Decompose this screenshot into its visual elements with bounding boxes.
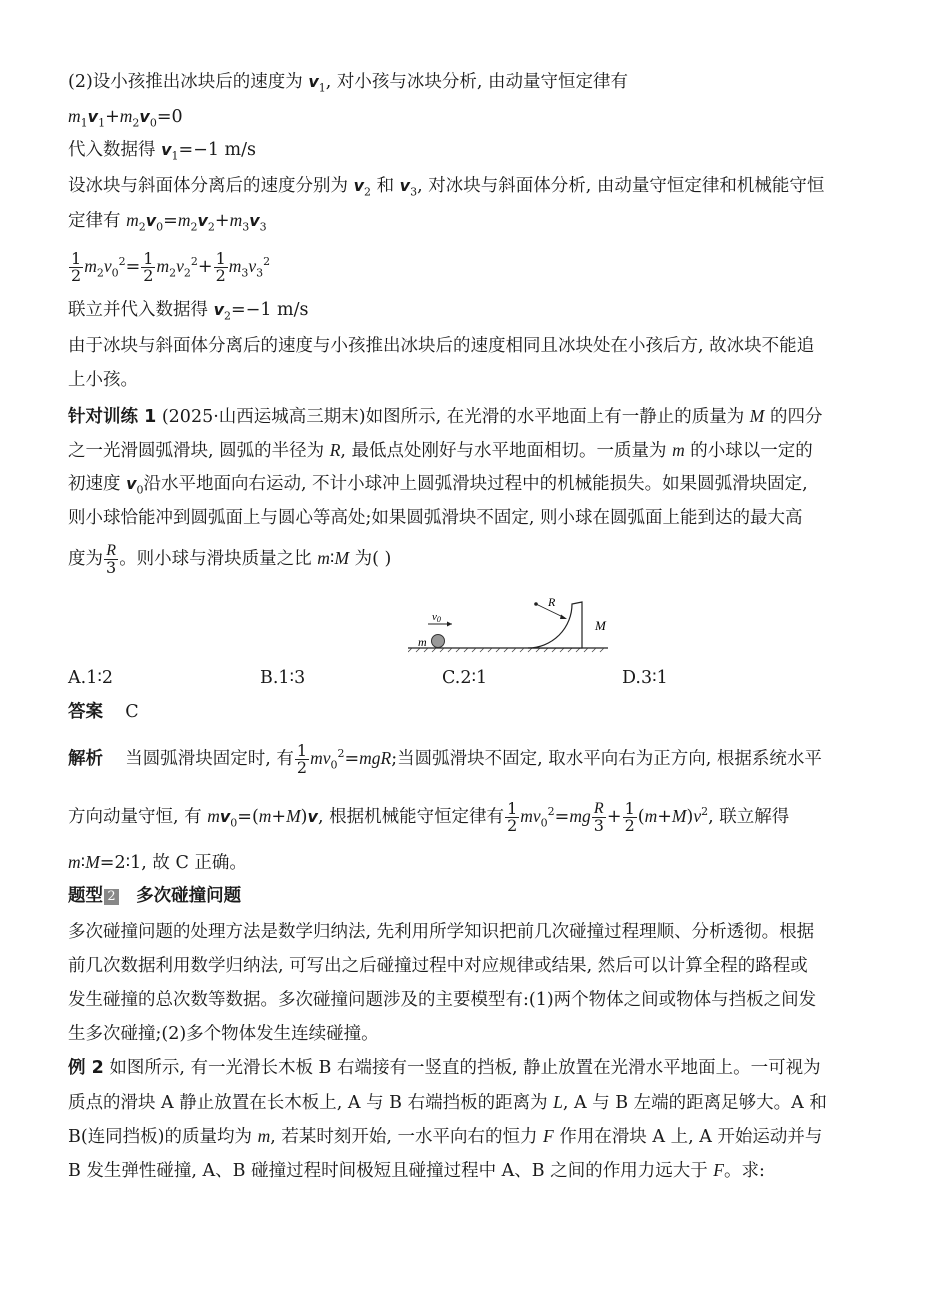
equation-momentum-1: $m_1v_1+m_2v_0=0$ bbox=[68, 106, 183, 130]
solution-line-3: 代入数据得 $v_1=-1$ m/s bbox=[68, 140, 256, 163]
training-line-4: 则小球恰能冲到圆弧面上与圆心等高处;如果圆弧滑块不固定, 则小球在圆弧面上能到达的最大高 bbox=[68, 508, 803, 528]
example-line-2: 质点的滑块 A 静止放置在长木板上, A 与 B 右端挡板的距离为 L, A 与 B 左端的距离足够大。A 和 bbox=[68, 1092, 827, 1113]
v0-label: v0 bbox=[432, 611, 441, 624]
solution-line-9: 上小孩。 bbox=[68, 370, 138, 390]
training-line-5: 度为 $\frac{R}{3}$ 。则小球与滑块质量之比 m∶M 为( ) bbox=[68, 542, 392, 577]
analysis-line-1: 解析 当圆弧滑块固定时, 有 $\frac{1}{2}$ $mv_0^2=mgR$;当圆弧滑块不固定, 取水平向右为正方向, 根据系统水平 bbox=[68, 740, 822, 777]
option-a[interactable]: A.1∶2 bbox=[68, 668, 114, 688]
section-number-badge: 2 bbox=[104, 889, 119, 905]
options-row bbox=[68, 666, 884, 690]
training-line-3: 初速度 $v_0$沿水平地面向右运动, 不计小球冲上圆弧滑块过程中的机械能损失。如果圆弧滑块固定, bbox=[68, 474, 808, 497]
solution-line-8: 由于冰块与斜面体分离后的速度与小孩推出冰块后的速度相同且冰块处在小孩后方, 故冰块不能追 bbox=[68, 336, 815, 356]
analysis-line-2: 方向动量守恒, 有 $mv_0=(m+M)v$, 根据机械能守恒定律有 $\frac{1}{2}$ $mv_0^2=mg$ $\frac{R}{3}$ + $\frac{1}{2}$ $(m+M)v^2$, 联立解得 bbox=[68, 798, 790, 835]
m-label: m bbox=[418, 635, 427, 649]
example-line-3: B(连同挡板)的质量均为 m, 若某时刻开始, 一水平向右的恒力 F 作用在滑块 A 上, A 开始运动并与 bbox=[68, 1126, 823, 1147]
answer-line: 答案 C bbox=[68, 702, 139, 722]
training-line-1: 针对训练 1 (2025·山西运城高三期末)如图所示, 在光滑的水平地面上有一静止的质量为 M 的四分 bbox=[68, 406, 823, 427]
option-c[interactable]: C.2∶1 bbox=[442, 668, 488, 688]
solution-line-5: 定律有 $m_2v_0=m_2v_2+m_3v_3$ bbox=[68, 210, 267, 234]
solution-line-7: 联立并代入数据得 $v_2=-1$ m/s bbox=[68, 300, 309, 323]
solution-line-4: 设冰块与斜面体分离后的速度分别为 $v_2$ 和 $v_3$, 对冰块与斜面体分析, 由动量守恒定律和机械能守恒 bbox=[68, 176, 825, 199]
example-line-1: 例 2 如图所示, 有一光滑长木板 B 右端接有一竖直的挡板, 静止放置在光滑水平地面上。一可视为 bbox=[68, 1058, 821, 1078]
quarter-arc-figure bbox=[408, 594, 618, 654]
training-line-2: 之一光滑圆弧滑块, 圆弧的半径为 R, 最低点处刚好与水平地面相切。一质量为 m 的小球以一定的 bbox=[68, 440, 813, 461]
M-label: M bbox=[595, 618, 606, 633]
solution-line-1: (2)设小孩推出冰块后的速度为 $v_1$, 对小孩与冰块分析, 由动量守恒定律有 bbox=[68, 72, 629, 95]
example-line-4: B 发生弹性碰撞, A、B 碰撞过程时间极短且碰撞过程中 A、B 之间的作用力远大于 F。求: bbox=[68, 1160, 765, 1181]
option-d[interactable]: D.3∶1 bbox=[622, 668, 668, 688]
R-label: R bbox=[548, 595, 556, 609]
section-paragraph-3: 发生碰撞的总次数等数据。多次碰撞问题涉及的主要模型有:(1)两个物体之间或物体与挡板之间发 bbox=[68, 990, 817, 1010]
equation-energy: $\frac{1}{2}$ $m_2v_0^2=$ $\frac{1}{2}$ $m_2v_2^2+$ $\frac{1}{2}$ $m_3v_3^2$ bbox=[71, 248, 271, 285]
section-paragraph-1: 多次碰撞问题的处理方法是数学归纳法, 先利用所学知识把前几次碰撞过程理顺、分析透彻。根据 bbox=[68, 922, 815, 942]
section-title: 题型 2 多次碰撞问题 bbox=[68, 886, 242, 906]
ball bbox=[432, 635, 445, 648]
section-paragraph-4: 生多次碰撞;(2)多个物体发生连续碰撞。 bbox=[68, 1024, 379, 1044]
option-b[interactable]: B.1∶3 bbox=[260, 668, 306, 688]
analysis-line-3: m∶M=2∶1, 故 C 正确。 bbox=[68, 852, 247, 873]
section-paragraph-2: 前几次数据利用数学归纳法, 可写出之后碰撞过程中对应规律或结果, 然后可以计算全程的路程或 bbox=[68, 956, 808, 976]
